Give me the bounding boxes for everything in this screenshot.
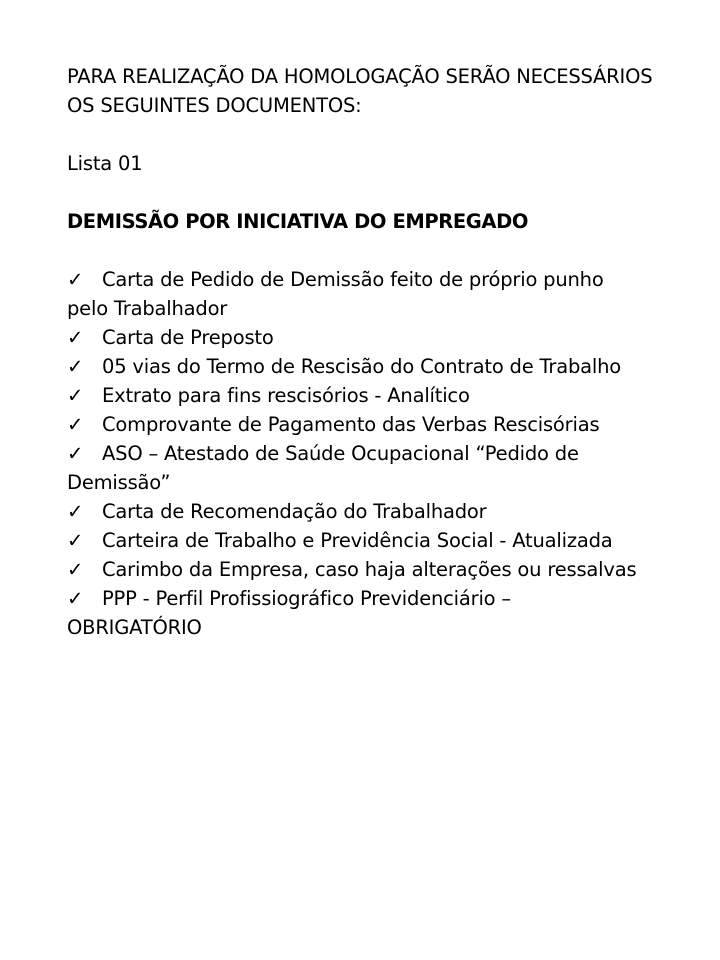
item-text: PPP - Perfil Profissiográfico Previdenciário –: [102, 587, 511, 610]
list-item: [67, 497, 667, 526]
item-text: Carimbo da Empresa, caso haja alterações ou ressalvas: [102, 558, 637, 581]
list-item: [67, 410, 667, 439]
item-text: 05 vias do Termo de Rescisão do Contrato de Trabalho: [102, 355, 621, 378]
check-icon: ✓: [67, 268, 84, 291]
list-label: Lista 01: [67, 152, 143, 175]
spacer: [67, 236, 667, 265]
document-heading: [67, 62, 667, 120]
document-page: [67, 62, 667, 642]
list-item: [67, 526, 667, 555]
check-icon: ✓: [67, 326, 84, 349]
item-text-continued: OBRIGATÓRIO: [67, 616, 202, 639]
check-icon: ✓: [67, 413, 84, 436]
section-title: DEMISSÃO POR INICIATIVA DO EMPREGADO: [67, 210, 529, 233]
check-icon: ✓: [67, 442, 84, 465]
item-text: Carta de Pedido de Demissão feito de próprio punho: [102, 268, 604, 291]
check-icon: ✓: [67, 500, 84, 523]
item-text: Carta de Recomendação do Trabalhador: [102, 500, 487, 523]
list-item: [67, 439, 667, 497]
list-item: [67, 265, 667, 323]
item-text: Comprovante de Pagamento das Verbas Rescisórias: [102, 413, 600, 436]
item-text-continued: Demissão”: [67, 471, 171, 494]
item-text: ASO – Atestado de Saúde Ocupacional “Pedido de: [102, 442, 579, 465]
list-item: [67, 323, 667, 352]
heading-line-2: OS SEGUINTES DOCUMENTOS:: [67, 94, 362, 117]
check-icon: ✓: [67, 355, 84, 378]
check-icon: ✓: [67, 529, 84, 552]
item-text: Extrato para fins rescisórios - Analítico: [102, 384, 470, 407]
list-item: [67, 555, 667, 584]
heading-line-1: PARA REALIZAÇÃO DA HOMOLOGAÇÃO SERÃO NECESSÁRIOS: [67, 65, 653, 88]
list-item: [67, 381, 667, 410]
item-text-continued: pelo Trabalhador: [67, 297, 228, 320]
spacer: [67, 178, 667, 207]
check-icon: ✓: [67, 558, 84, 581]
spacer: [67, 120, 667, 149]
check-icon: ✓: [67, 587, 84, 610]
check-icon: ✓: [67, 384, 84, 407]
list-item: [67, 584, 667, 642]
list-item: [67, 352, 667, 381]
item-text: Carta de Preposto: [102, 326, 274, 349]
document-checklist: [67, 265, 667, 642]
item-text: Carteira de Trabalho e Previdência Social - Atualizada: [102, 529, 613, 552]
